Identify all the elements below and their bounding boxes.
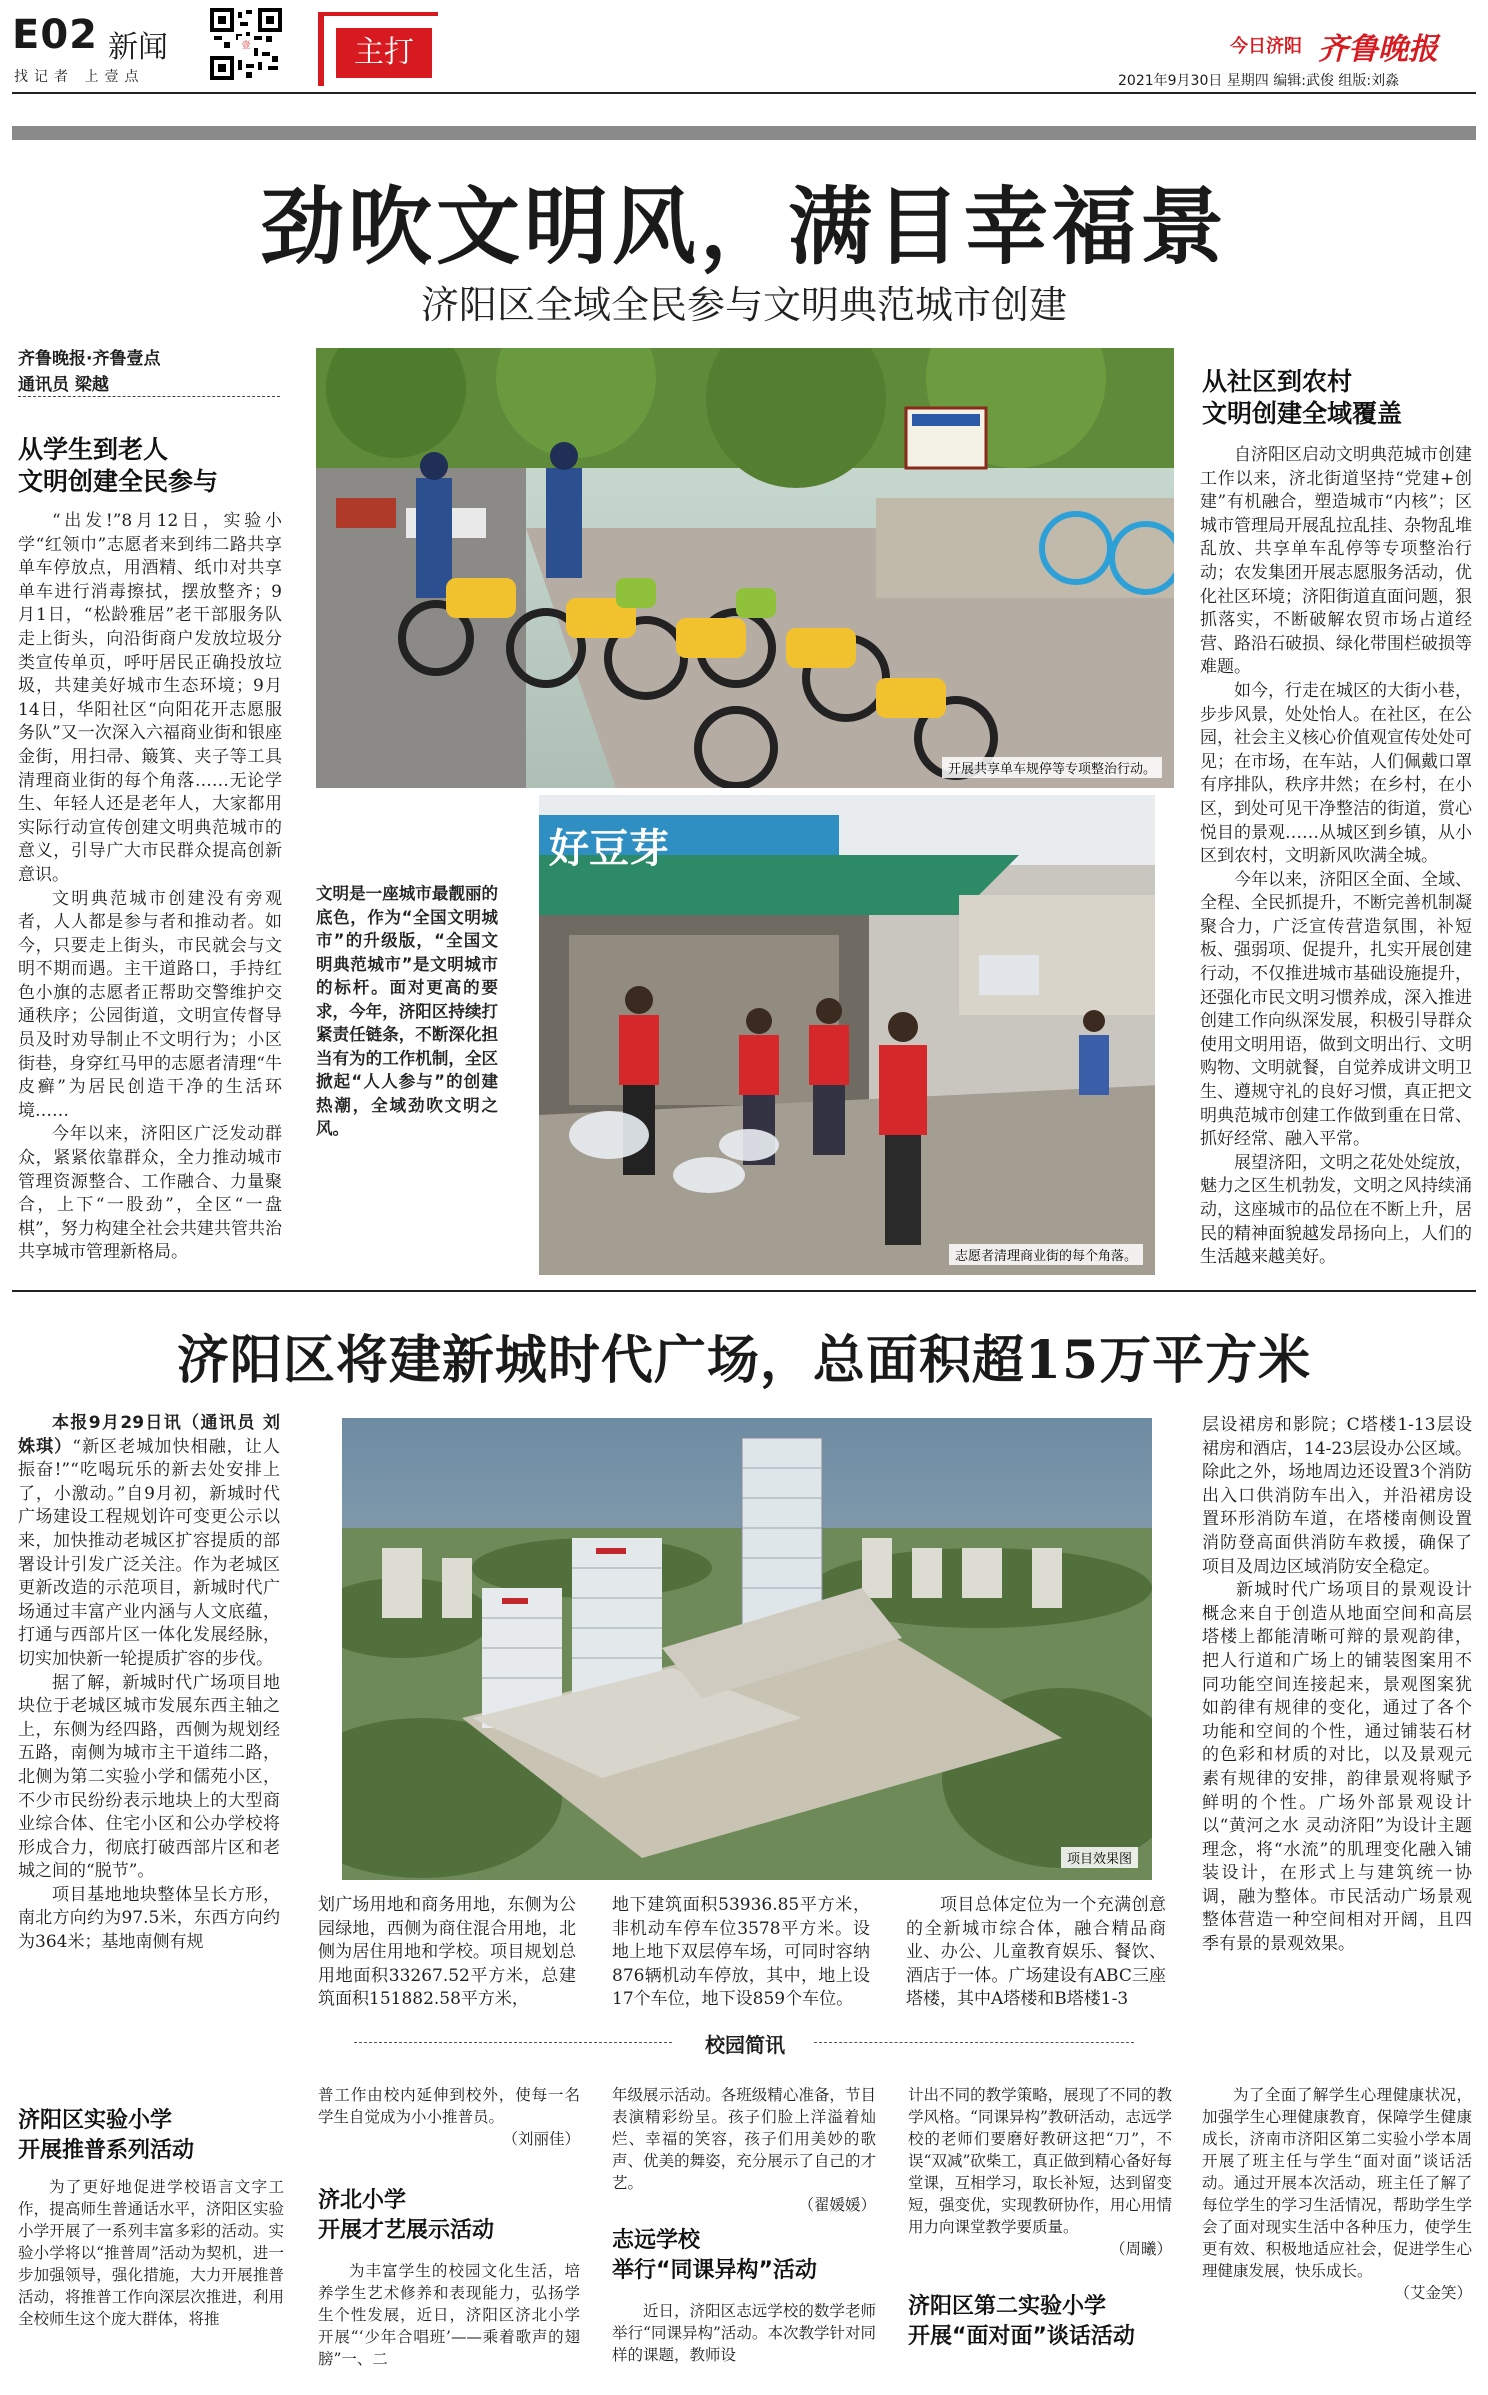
lead-column-1 [18,510,282,1265]
second-bottom-block-2 [612,1894,870,2012]
author: （刘丽佳） [502,2130,580,2148]
author: （翟媛媛） [798,2196,876,2214]
brief-1-cont [318,2084,580,2150]
paragraph: 今年以来，济阳区广泛发动群众，紧紧依靠群众，全力推动城市管理资源整合、工作融合、力量聚合，上下“一股劲”，全区“一盘棋”，努力构建全社会共建共管共治共享城市管理新格局。 [18,1124,282,1263]
second-bottom-block-3 [906,1894,1166,2012]
column-tag-bracket-top [318,12,438,16]
page-number: E02 [12,12,98,58]
paragraph: 普工作由校内延伸到校外，使每一名学生自觉成为小小推普员。 [318,2086,580,2126]
second-column-3 [1202,1414,1472,1957]
paragraph: 年级展示活动。各班级精心准备，节目表演精彩纷呈。孩子们脸上洋溢着灿烂、幸福的笑容，孩子们用美妙的歌声、优美的舞姿，充分展示了自己的才艺。 [612,2086,876,2192]
paragraph-text: “新区老城加快相融，让人振奋!”“吃喝玩乐的新去处安排上了，小激动。”自9月初，新城时代广场建设工程规划许可变更公示以来，加快推动老城区扩容提质的部署设计引发广泛关注。作为老城区更新改造的示范项目，新城时代广场通过丰富产业内涵与人文底蕴，打通与西部片区一体化发展经脉，切实加快新一轮提质扩容的步伐。 [18,1436,280,1669]
brief-4-text [1202,2084,1472,2304]
date-line: 2021年9月30日 星期四 编辑:武俊 组版:刘淼 [1118,73,1400,89]
paragraph: 项目总体定位为一个充满创意的全新城市综合体，融合精品商业、办公、儿童教育娱乐、餐饮、酒店于一体。广场建设有ABC三座塔楼，其中A塔楼和B塔楼1-3 [906,1895,1166,2010]
paragraph: 层设裙房和影院；C塔楼1-13层设裙房和酒店，14-23层设办公区域。除此之外，场地周边还设置3个消防出入口供消防车出入，并沿裙房设置环形消防车道，在塔楼南侧设置消防登高面供消防车救援，确保了项目及周边区域消防安全稳定。 [1202,1415,1473,1577]
photo-volunteers [536,792,1158,1278]
lead-headline: 劲吹文明风，满目幸福景 [259,177,1228,276]
lead-column-3 [1200,444,1472,1270]
section-name: 新闻 [108,30,168,65]
slogan: 找记者 上壹点 [14,69,145,85]
byline-rule [18,396,280,397]
photo-caption: 项目效果图 [1061,1847,1138,1868]
lead-subheading-2: 从社区到农村 文明创建全域覆盖 [1202,367,1403,428]
paragraph: 地下建筑面积53936.85平方米，非机动车停车位3578平方米。设地上地下双层停车场，可同时容纳876辆机动车停放，其中，地上设17个车位，地下设859个车位。 [612,1895,870,2010]
paragraph: 文明典范城市创建没有旁观者，人人都是参与者和推动者。如今，只要走上街头，市民就会与文明不期而遇。主干道路口，手持红色小旗的志愿者正帮助交警维护交通秩序；公园街道，文明宣传督导员及时劝导制止不文明行为；小区街巷，身穿红马甲的志愿者清理“牛皮癣”为居民创造干净的生活环境…… [18,888,282,1121]
paragraph: 新城时代广场项目的景观设计概念来自于创造从地面空间和高层塔楼上都能清晰可辩的景观韵律，把人行道和广场上的铺装图案用不同功能空间连接起来，景观图案犹如韵律有规律的变化，通过了各个功能和空间的个性，通过铺装石材的色彩和材质的对比，以及景观元素有规律的安排，韵律景观将赋予鲜明的个性。广场外部景观设计以“黄河之水 灵动济阳”为设计主题理念，将“水流”的肌理变化融入铺装设计，在形式上与建筑统一协调，融为整体。市民活动广场景观整体营造一种空间相对开阔，且四季有景的景观效果。 [1202,1580,1472,1955]
brief-1-text [18,2176,284,2330]
paragraph: “出发!”8月12日，实验小学“红领巾”志愿者来到纬二路共享单车停放点，用酒精、纸巾对共享单车进行消毒擦拭，摆放整齐；9月1日，“松龄雅居”老干部服务队走上街头，向沿街商户发放垃圾分类宣传单页，呼吁居民正确投放垃圾，共建美好城市生态环境；9月14日，华阳社区“向阳花开志愿服务队”又一次深入六福商业街和银座金街，用扫帚、簸箕、夹子等工具清理商业街的每个角落……无论学生、年轻人还是老年人，大家都用实际行动宣传创建文明典范城市的意义，引导广大市民群众提高创新意识。 [18,511,282,885]
paragraph: 据了解，新城时代广场项目地块位于老城区城市发展东西主轴之上，东侧为经四路，西侧为规划经五路，南侧为城市主干道纬二路，北侧为第二实验小学和儒苑小区，不少市民纷纷表示地块上的大型商业综合体、住宅小区和公办学校将形成合力，彻底打破西部片区和老城之间的“脱节”。 [18,1672,280,1882]
brief-1-title: 济阳区实验小学 开展推普系列活动 [18,2108,195,2163]
second-column-1 [18,1412,280,1955]
paragraph: 项目基地地块整体呈长方形，南北方向约为97.5米，东西方向约为364米；基地南侧有规 [18,1884,280,1953]
second-bottom-block-1 [318,1894,576,2012]
photo-caption: 开展共享单车规停等专项整治行动。 [942,757,1162,778]
paragraph: 近日，济阳区志远学校的数学老师举行“同课异构”活动。本次教学针对同样的课题，教师设 [612,2302,876,2364]
paragraph: 计出不同的教学策略，展现了不同的教学风格。“同课异构”教研活动，志远学校的老师们要磨好教研这把“刀”，不误“双减”砍柴工，真正做到精心备好每堂课，互相学习，取长补短，达到留变短，强变优，实现教研协作，用心用情用力向课堂教学要质量。 [908,2086,1172,2236]
column-tag: 主打 [336,28,432,78]
paragraph: 今年以来，济阳区全面、全域、全程、全民抓提升，不断完善机制凝聚合力，广泛宣传营造氛围，补短板、强弱项、促提升，扎实开展创建行动，不仅推进城市基础设施提升，还强化市民文明习惯养成，深入推进创建工作向纵深发展，积极引导群众使用文明用语，做到文明出行、文明购物、文明就餐，自觉养成讲文明卫生、遵规守礼的良好习惯，真正把文明典范城市创建工作做到重在日常、抓好经常、融入平常。 [1200,869,1472,1150]
author: （艾金笑） [1394,2284,1472,2302]
paragraph: 划广场用地和商务用地，东侧为公园绿地，西侧为商住混合用地，北侧为居住用地和学校。项目规划总用地面积33267.52平方米，总建筑面积151882.58平方米， [318,1895,576,2010]
lead-subheading-1: 从学生到老人 文明创建全民参与 [18,435,219,496]
brief-3-title: 志远学校 举行“同课异构”活动 [612,2228,817,2283]
brief-3-text [612,2300,876,2366]
campus-title: 校园简讯 [705,2033,785,2057]
paragraph: 自济阳区启动文明典范城市创建工作以来，济北街道坚持“党建+创建”有机融合，塑造城市“内核”；区城市管理局开展乱拉乱挂、杂物乱堆乱放、共享单车乱停等专项整治行动；农发集团开展志愿服务活动，优化社区环境；济阳街道直面问题，狠抓落实，不断破解农贸市场占道经营、路沿石破损、绿化带围栏破损等难题。 [1200,445,1472,678]
paragraph: 如今，行走在城区的大街小巷，步步风景，处处怡人。在社区，在公园，社会主义核心价值观宣传处处可见；在市场，在车站，人们佩戴口罩有序排队，秩序井然；在乡村，在小区，到处可见干净整洁的街道，赏心悦目的景观……从城区到乡镇，从小区到农村，文明新风吹满全城。 [1200,680,1472,867]
lead-byline-2: 通讯员 梁越 [18,375,109,395]
header-rule [12,92,1476,94]
header-gray-band [12,126,1476,140]
photo-shared-bikes [316,348,1174,788]
pull-quote: 文明是一座城市最靓丽的底色，作为“全国文明城市”的升级版，“全国文明典范城市”是文明城市的标杆。面对更高的要求，今年，济阳区持续打紧责任链条，不断深化担当有为的工作机制，全区掀起“人人参与”的创建热潮，全域劲吹文明之风。 [316,884,498,1138]
paragraph: 为丰富学生的校园文化生活，培养学生艺术修养和表现能力，弘扬学生个性发展，近日，济阳区济北小学开展“‘少年合唱班’——乘着歌声的翅膀”一、二 [318,2262,580,2368]
svg-text:壹: 壹 [241,41,251,51]
paragraph [18,1412,280,1672]
brand-label: 今日济阳 [1230,36,1302,57]
shop-sign: 好豆芽 [549,826,669,872]
paper-logo: 齐鲁晚报 [1318,32,1438,67]
campus-rule-right [814,2042,1134,2043]
brief-3-cont [908,2084,1172,2260]
brief-2-title: 济北小学 开展才艺展示活动 [318,2188,495,2243]
lead-byline-1: 齐鲁晚报·齐鲁壹点 [18,349,161,369]
qr-code [210,8,282,80]
paragraph: 展望济阳，文明之花处处绽放，魅力之区生机勃发，文明之风持续涌动，这座城市的品位在不断上升，居民的精神面貌越发昂扬向上，人们的生活越来越美好。 [1200,1152,1472,1268]
lead-subhead: 济阳区全域全民参与文明典范城市创建 [420,283,1067,327]
brief-2-cont [612,2084,876,2216]
campus-rule-left [354,2042,672,2043]
project-rendering [342,1418,1152,1880]
brief-2-text [318,2260,580,2370]
photo-caption: 志愿者清理商业街的每个角落。 [949,1244,1143,1265]
paragraph: 为了更好地促进学校语言文字工作，提高师生普通话水平，济阳区实验小学开展了一系列丰富多彩的活动。实验小学将以“推普周”活动为契机，进一步加强领导，强化措施，大力开展推普活动，将推普工作向深层次推进，利用全校师生这个庞大群体，将推 [18,2178,284,2328]
column-tag-bracket [318,12,324,86]
brief-4-title: 济阳区第二实验小学 开展“面对面”谈话活动 [908,2294,1135,2349]
second-headline: 济阳区将建新城时代广场，总面积超15万平方米 [176,1330,1312,1391]
section-divider [12,1290,1476,1292]
dateline: 本报9月29日讯（通讯员 刘姝琪） [18,1413,280,1457]
paragraph: 为了全面了解学生心理健康状况，加强学生心理健康教育，保障学生健康成长，济南市济阳区第二实验小学本周开展了班主任与学生“面对面”谈话活动。通过开展本次活动，班主任了解了每位学生的学习生活情况，帮助学生学会了面对现实生活中各种压力，使学生更有效、积极地适应社会，促进学生心理健康发展，快乐成长。 [1202,2086,1472,2280]
author: （周曦） [1109,2240,1172,2258]
